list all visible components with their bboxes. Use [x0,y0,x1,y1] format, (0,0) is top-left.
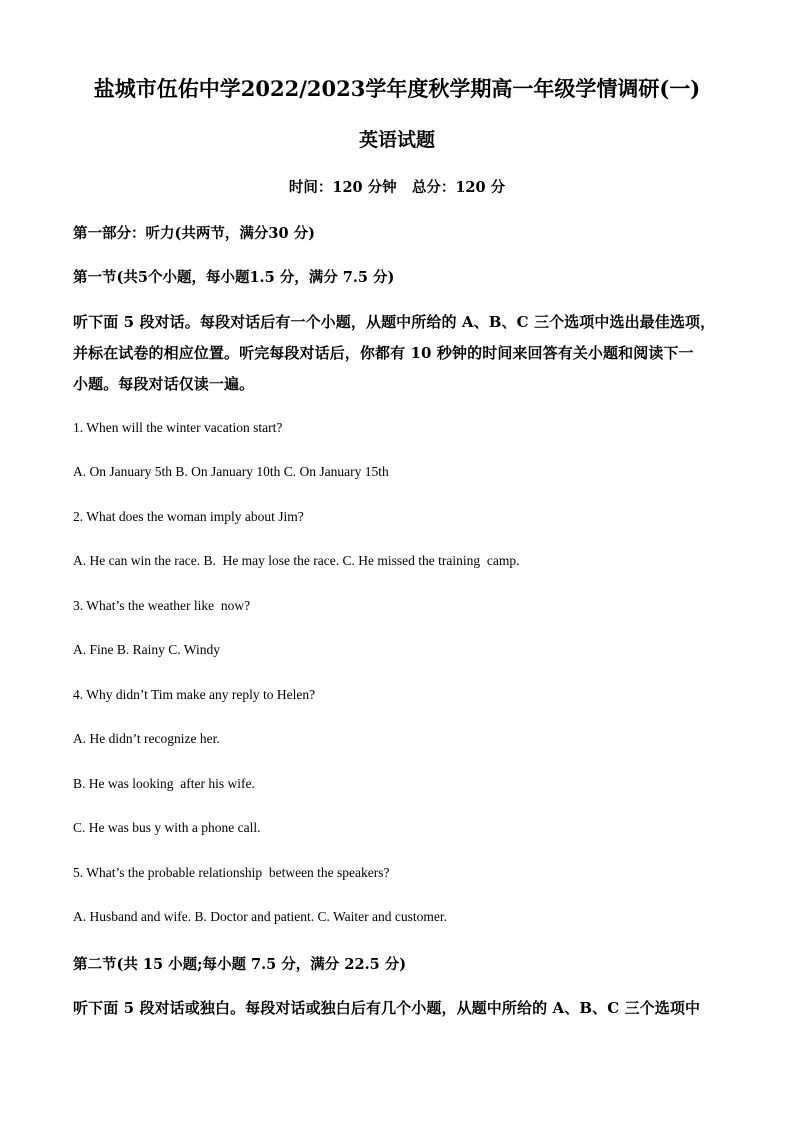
question-4-stem: 4. Why didn’t Tim make any reply to Helen? [73,687,316,702]
exam-info: 时间：120 分钟 总分：120 分 [288,179,506,196]
exam-title: 盐城市伍佑中学2022/2023学年度秋学期高一年级学情调研(一) [93,76,701,101]
question-1-stem: 1. When will the winter vacation start? [73,420,283,435]
question-5-stem: 5. What’s the probable relationship between the speakers? [73,865,390,880]
question-4-option-c: C. He was bus y with a phone call. [73,820,261,835]
question-4-option-b: B. He was looking after his wife. [73,776,255,791]
question-1-options: A. On January 5th B. On January 10th C. On January 15th [73,464,389,479]
section2-instruction-line: 听下面 5 段对话或独白。每段对话或独白后有几个小题，从题中所给的 A、B、C 三个选项中 [73,999,701,1017]
part1-heading: 第一部分：听力(共两节，满分30 分) [73,225,315,242]
question-5-options: A. Husband and wife. B. Doctor and patient. C. Waiter and customer. [73,909,447,924]
question-2-stem: 2. What does the woman imply about Jim? [73,509,304,524]
section2-heading: 第二节(共 15 小题;每小题 7.5 分，满分 22.5 分) [73,956,407,973]
question-3-options: A. Fine B. Rainy C. Windy [73,642,220,657]
section1-instruction-line: 小题。每段对话仅读一遍。 [73,375,255,393]
question-3-stem: 3. What’s the weather like now? [73,598,251,613]
exam-subtitle: 英语试题 [358,129,435,151]
section1-instruction-line: 并标在试卷的相应位置。听完每段对话后，你都有 10 秒钟的时间来回答有关小题和阅读下一 [73,344,694,362]
question-4-option-a: A. He didn’t recognize her. [73,731,220,746]
section1-heading: 第一节(共5个小题，每小题1.5 分，满分 7.5 分) [73,269,395,286]
question-2-options: A. He can win the race. B. He may lose the race. C. He missed the training camp. [73,553,520,568]
section1-instruction-line: 听下面 5 段对话。每段对话后有一个小题，从题中所给的 A、B、C 三个选项中选出最佳选项， [73,313,716,331]
